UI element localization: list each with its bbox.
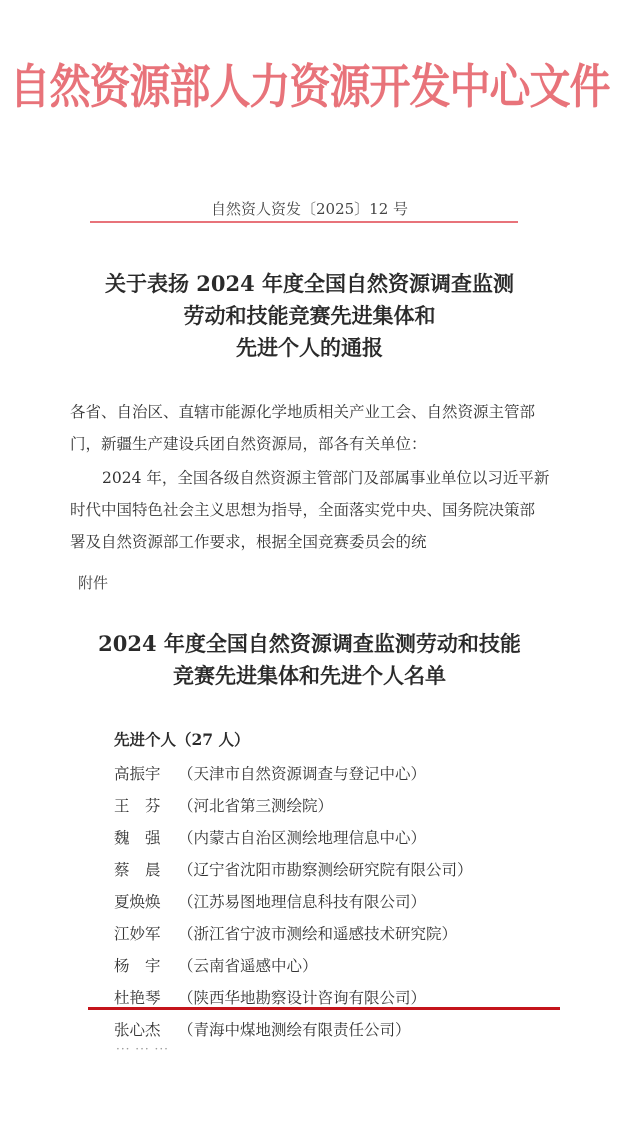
person-organization: （天津市自然资源调查与登记中心） (178, 765, 427, 783)
notice-title-line: 关于表扬 2024 年度全国自然资源调查监测 (104, 271, 515, 296)
person-name: 杨 宇 (114, 957, 161, 975)
roster-title-line: 竞赛先进集体和先进个人名单 (173, 663, 446, 688)
person-organization: （河北省第三测绘院） (178, 797, 334, 815)
person-name: 杜艳琴 (114, 989, 161, 1007)
person-organization: （青海中煤地测绘有限责任公司） (178, 1021, 411, 1039)
list-item (114, 758, 473, 790)
list-item (114, 918, 473, 950)
roster-title-line: 2024 年度全国自然资源调查监测劳动和技能 (98, 631, 521, 656)
person-organization: （江苏易图地理信息科技有限公司） (178, 893, 427, 911)
person-list (114, 758, 473, 1046)
person-organization: （陕西华地勘察设计咨询有限公司） (178, 989, 427, 1007)
header-divider (90, 221, 518, 223)
notice-title-line: 先进个人的通报 (236, 335, 383, 360)
list-item (114, 950, 473, 982)
person-name: 高振宇 (114, 765, 161, 783)
highlight-underline (88, 1007, 560, 1010)
person-name: 夏焕焕 (114, 893, 161, 911)
person-name: 蔡 晨 (114, 861, 161, 879)
list-item (114, 854, 473, 886)
person-organization: （浙江省宁波市测绘和遥感技术研究院） (178, 925, 458, 943)
document-header-title: 自然资源部人力资源开发中心文件 (9, 59, 610, 115)
document-number: 自然资人资发〔2025〕12 号 (210, 200, 409, 218)
recipients-paragraph: 各省、自治区、直辖市能源化学地质相关产业工会、自然资源主管部门，新疆生产建设兵团自然资源局，部各有关单位： (70, 403, 536, 453)
list-item (114, 822, 473, 854)
notice-title-line: 劳动和技能竞赛先进集体和 (183, 303, 436, 328)
person-organization: （云南省遥感中心） (178, 957, 318, 975)
body-text: 2024 年，全国各级自然资源主管部门及部属事业单位以习近平新时代中国特色社会主义思想为指导，全面落实党中央、国务院决策部署及自然资源部工作要求，根据全国竞赛委员会的统 (70, 469, 550, 551)
attachment-label: 附件 (78, 574, 109, 592)
person-organization: （内蒙古自治区测绘地理信息中心） (178, 829, 427, 847)
section-heading-advanced-individuals: 先进个人（27 人） (114, 730, 250, 749)
person-name: 张心杰 (114, 1021, 161, 1039)
person-name: 王 芬 (114, 797, 161, 815)
list-item (114, 886, 473, 918)
person-name: 魏 强 (114, 829, 161, 847)
roster-title (0, 628, 619, 692)
body-paragraph (70, 462, 550, 558)
list-item (114, 790, 473, 822)
person-organization: （辽宁省沈阳市勘察测绘研究院有限公司） (178, 861, 473, 879)
notice-title (0, 268, 619, 364)
person-name: 江妙军 (114, 925, 161, 943)
continuation-ellipsis: ··· ··· ··· (116, 1042, 169, 1056)
